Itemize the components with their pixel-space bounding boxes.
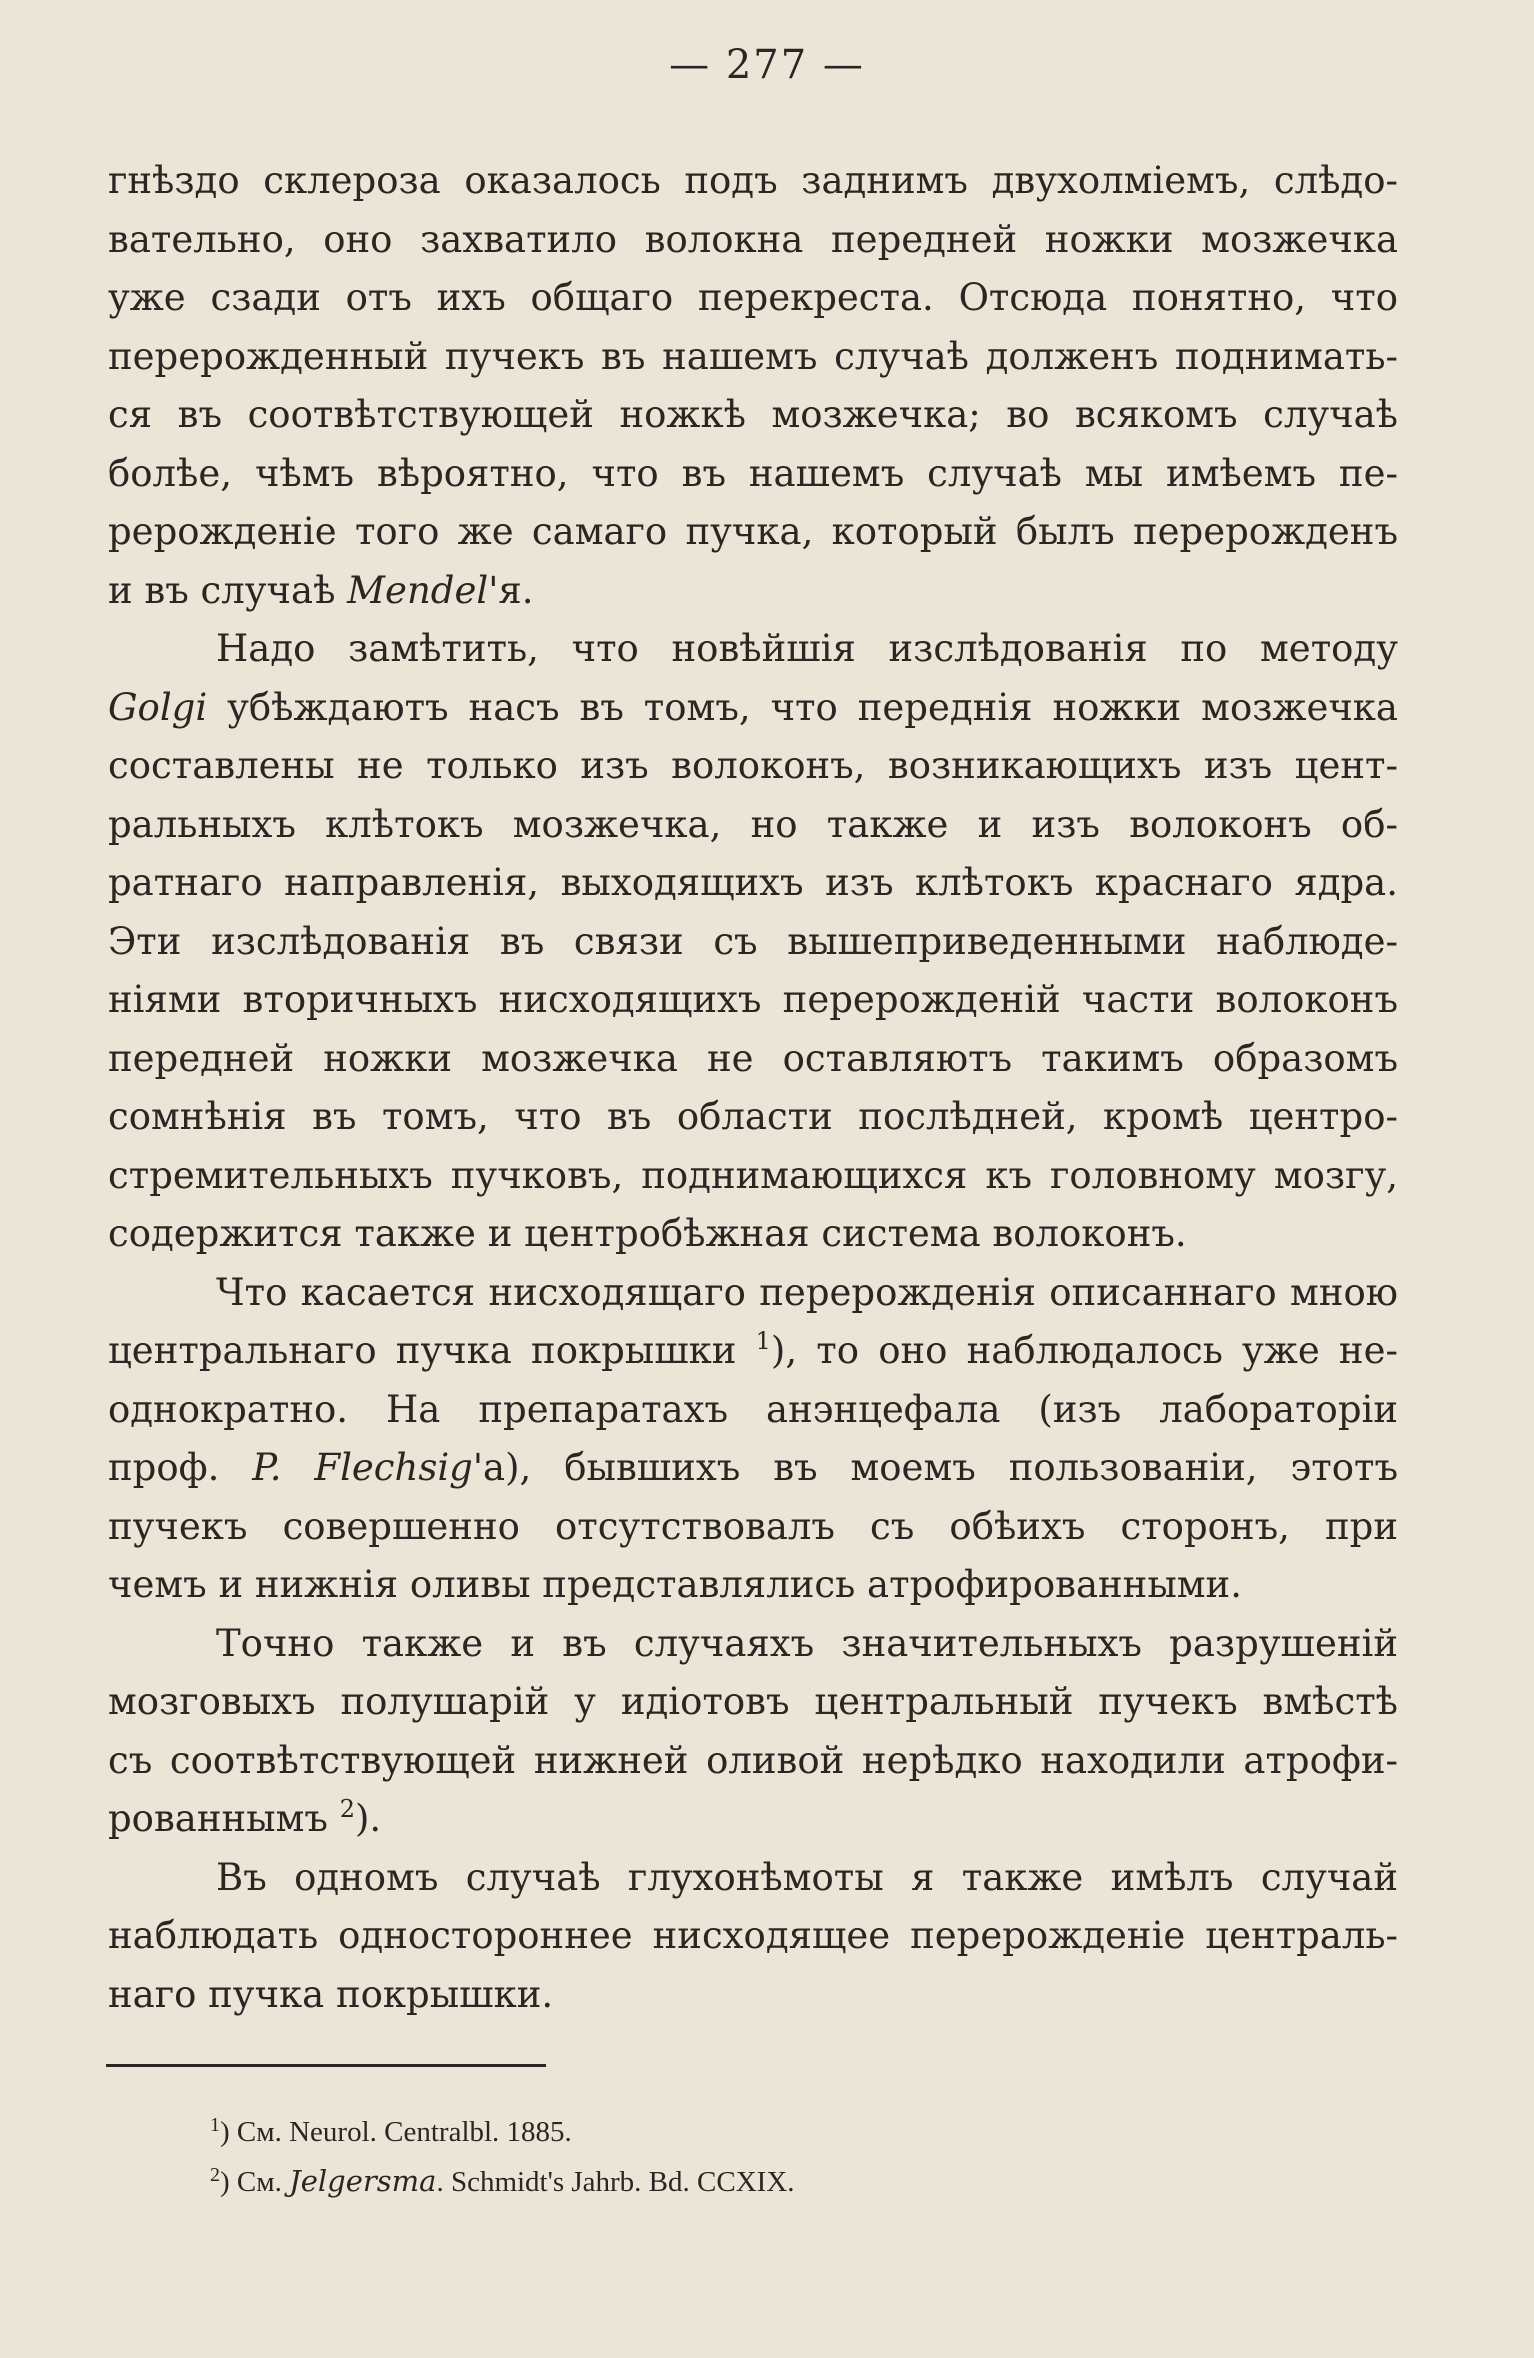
text-line — [108, 562, 1398, 621]
text-line: болѣе, чѣмъ вѣроятно, что въ нашемъ случаѣ мы имѣемъ пе- — [108, 451, 1398, 495]
paragraph-4 — [108, 1615, 1398, 1849]
footnote-mark: 2 — [210, 2164, 220, 2186]
paragraph-3 — [108, 1264, 1398, 1615]
text-fragment: ) См. — [220, 2116, 290, 2148]
text-fragment: проф. — [108, 1446, 253, 1489]
text-fragment: рованнымъ — [108, 1797, 340, 1840]
text-line: Надо замѣтить, что новѣйшія изслѣдованія по методу — [216, 627, 1398, 670]
paragraph-1 — [108, 152, 1398, 620]
author-name: Jelgersma — [289, 2164, 437, 2198]
footnote-1 — [210, 2108, 1310, 2157]
text-line: составлены не только изъ волоконъ, возникающихъ изъ цент- — [108, 744, 1398, 787]
text-line: гнѣздо склероза оказалось подъ заднимъ двухолміемъ, слѣдо- — [108, 159, 1398, 202]
text-fragment: и въ случаѣ — [108, 568, 348, 612]
text-line: рерожденіе того же самаго пучка, который былъ перерожденъ — [108, 510, 1398, 553]
text-line: передней ножки мозжечка не оставляютъ такимъ образомъ — [108, 1036, 1398, 1080]
text-fragment: убѣждаютъ насъ въ томъ, что переднія ножки мозжечка — [207, 685, 1398, 729]
text-line: однократно. На препаратахъ анэнцефала (изъ лабораторіи — [108, 1387, 1398, 1431]
text-line: Точно также и въ случаяхъ значительныхъ разрушеній — [216, 1621, 1398, 1665]
author-name: P. Flechsig — [252, 1446, 473, 1489]
text-fragment: ) См. — [220, 2166, 290, 2198]
text-line: ся въ соотвѣтствующей ножкѣ мозжечка; во всякомъ случаѣ — [108, 393, 1398, 436]
author-name: Golgi — [108, 685, 208, 729]
text-line: пучекъ совершенно отсутствовалъ съ обѣихъ сторонъ, при — [108, 1504, 1398, 1548]
footnotes — [210, 2108, 1310, 2207]
text-line: вательно, оно захватило волокна передней ножки мозжечка — [108, 217, 1398, 261]
text-line: Что касается нисходящаго перерожденія описаннаго мною — [216, 1270, 1398, 1314]
text-line: мозговыхъ полушарій у идіотовъ центральный пучекъ вмѣстѣ — [108, 1680, 1398, 1723]
text-line — [108, 1439, 1398, 1498]
text-line — [108, 679, 1398, 738]
text-line: ратнаго направленія, выходящихъ изъ клѣтокъ краснаго ядра. — [108, 861, 1398, 904]
text-fragment: ). — [354, 1797, 382, 1840]
footnote-mark: 1 — [210, 2114, 220, 2136]
footnote-ref: 2 — [339, 1795, 355, 1823]
text-line — [108, 1790, 1398, 1849]
text-fragment: ), то оно наблюдалось уже не- — [770, 1329, 1398, 1372]
text-line: стремительныхъ пучковъ, поднимающихся къ головному мозгу, — [108, 1153, 1398, 1197]
text-line: наблюдать одностороннее нисходящее перерожденіе централь- — [108, 1914, 1398, 1957]
paragraph-5 — [108, 1849, 1398, 2025]
text-line: Эти изслѣдованія въ связи съ вышеприведенными наблюде- — [108, 919, 1398, 963]
citation: Neurol. Centralbl. 1885. — [289, 2116, 572, 2148]
text-line: уже сзади отъ ихъ общаго перекреста. Отсюда понятно, что — [108, 276, 1398, 319]
page-number: — 277 — — [669, 42, 865, 88]
text-fragment: 'я. — [488, 568, 534, 612]
text-line: перерожденный пучекъ въ нашемъ случаѣ долженъ поднимать- — [108, 334, 1398, 378]
author-name: Mendel — [347, 568, 489, 612]
citation: . Schmidt's Jahrb. Bd. CCXIX. — [436, 2166, 795, 2198]
text-line: чемъ и нижнія оливы представлялись атрофированными. — [108, 1563, 1242, 1606]
footnote-2 — [210, 2157, 1310, 2207]
footnote-divider — [106, 2064, 546, 2067]
text-line: съ соотвѣтствующей нижней оливой нерѣдко находили атрофи- — [108, 1738, 1398, 1782]
text-line: Въ одномъ случаѣ глухонѣмоты я также имѣлъ случай — [216, 1855, 1398, 1899]
text-line: наго пучка покрышки. — [108, 1972, 554, 2016]
paragraph-2 — [108, 620, 1398, 1264]
body-text — [108, 152, 1398, 2024]
text-line: ніями вторичныхъ нисходящихъ перерожденій части волоконъ — [108, 978, 1398, 1021]
footnote-ref: 1 — [755, 1327, 771, 1355]
text-line: ральныхъ клѣтокъ мозжечка, но также и изъ волоконъ об- — [108, 802, 1398, 846]
text-line — [108, 1322, 1398, 1381]
text-fragment: 'а), бывшихъ въ моемъ пользованіи, этотъ — [472, 1446, 1398, 1489]
text-fragment: центральнаго пучка покрышки — [108, 1329, 756, 1372]
text-line: содержится также и центробѣжная система волоконъ. — [108, 1212, 1187, 1255]
text-line: сомнѣнія въ томъ, что въ области послѣдней, кромѣ центро- — [108, 1095, 1398, 1138]
